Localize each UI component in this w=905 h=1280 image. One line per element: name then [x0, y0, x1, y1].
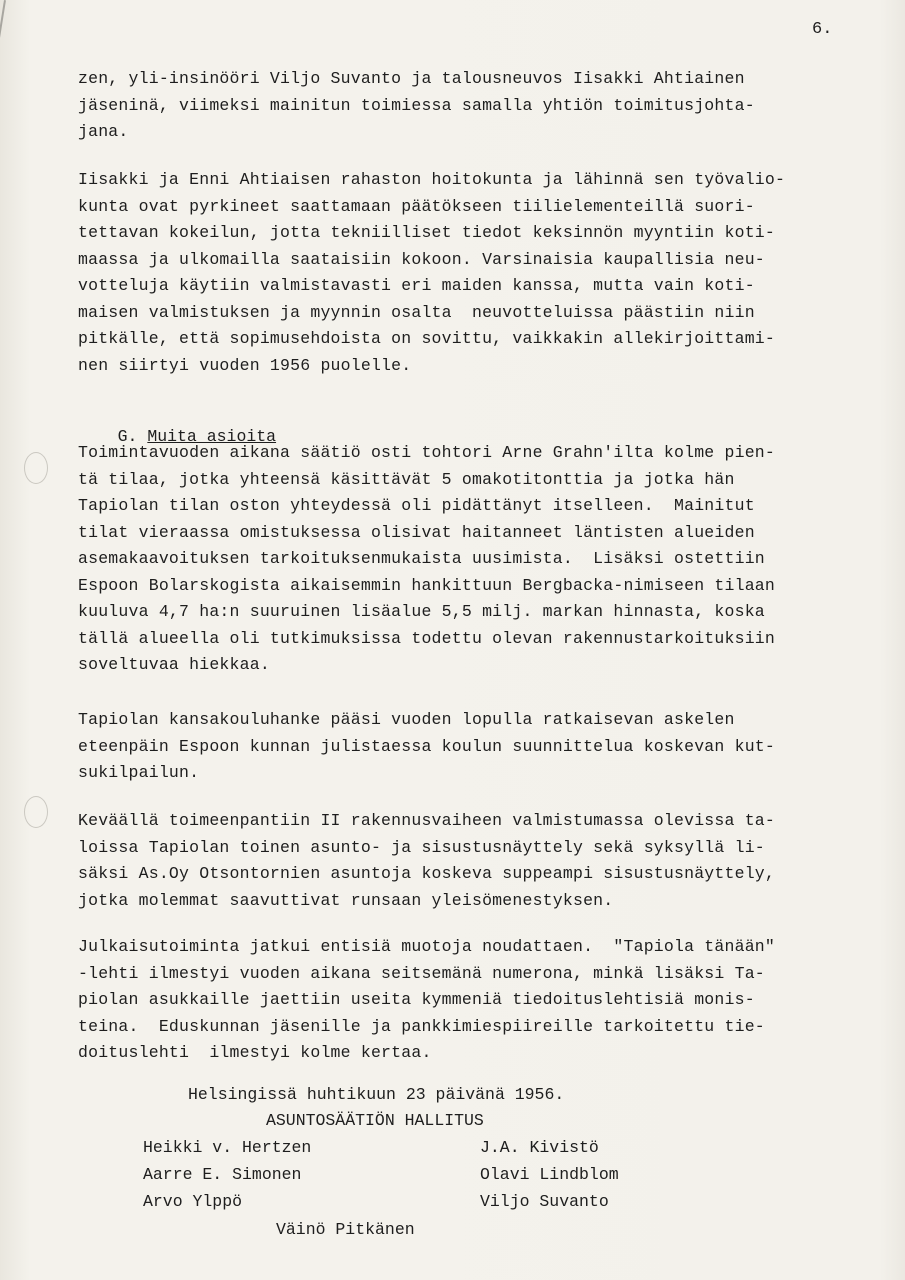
paragraph-fund-committee: Iisakki ja Enni Ahtiaisen rahaston hoitokunta ja lähinnä sen työvalio- kunta ovat pyrkineet saattamaan päätökseen tiilielementeillä suori- tettavan kokeilun, jotta tekniilliset tiedot keksinnön myyntiin koti- maassa ja ulkomailla saataisiin kokoon. Varsinaisia kaupallisia neu- votteluja käytiin valmistavasti eri maiden kanssa, mutta vain koti- maisen valmistuksen ja myynnin osalta neuvotteluissa päästiin niin pitkälle, että sopimusehdoista on sovittu, vaikkakin allekirjoittami- nen siirtyi vuoden 1956 puolelle.: [78, 170, 786, 375]
section-letter: G.: [117, 427, 138, 446]
signatory-name: Arvo Ylppö: [143, 1192, 243, 1211]
punch-hole-mark: [24, 452, 48, 484]
signatory-name: Heikki v. Hertzen: [143, 1138, 312, 1157]
paragraph-school-project: Tapiolan kansakouluhanke pääsi vuoden lopulla ratkaisevan askelen eteenpäin Espoon kunnan julistaessa koulun suunnittelua koskevan kut- sukilpailun.: [78, 710, 776, 782]
paragraph-exhibitions: Keväällä toimeenpantiin II rakennusvaiheen valmistumassa olevissa ta- loissa Tapiolan toinen asunto- ja sisustusnäyttely sekä syksyllä li- säksi As.Oy Otsontornien asuntoja koskeva suppeampi sisustusnäyttely, jotka molemmat saavuttivat runsaan yleisömenestyksen.: [78, 811, 776, 910]
signatory-name: Olavi Lindblom: [480, 1165, 619, 1184]
signatory-name: Viljo Suvanto: [480, 1192, 609, 1211]
page-number: 6.: [812, 20, 833, 39]
signatory-name: J.A. Kivistö: [480, 1138, 599, 1157]
paragraph-land-purchases: Toimintavuoden aikana säätiö osti tohtori Arne Grahn'ilta kolme pien- tä tilaa, jotka yhteensä käsittävät 5 omakotitonttia ja jotka hän Tapiolan tilan oston yhteydessä oli pidättänyt itselleen. Mainitut tilat vieraassa omistuksessa olisivat haitanneet läntisten alueiden asemakaavoituksen tarkoituksenmukaista uusimista. Lisäksi ostettiin Espoon Bolarskogista aikaisemmin hankittuun Bergbacka-nimiseen tilaan kuuluva 4,7 ha:n suuruinen lisäalue 5,5 milj. markan hinnasta, koska tällä alueella oli tutkimuksissa todettu olevan rakennustarkoituksiin soveltuvaa hiekkaa.: [78, 443, 776, 674]
signature-board: ASUNTOSÄÄTIÖN HALLITUS: [266, 1111, 484, 1130]
page-edge-line: [0, 0, 6, 94]
section-title: Muita asioita: [147, 427, 277, 446]
paragraph-board-members: zen, yli-insinööri Viljo Suvanto ja talousneuvos Iisakki Ahtiainen jäseninä, viimeksi mainitun toimiessa samalla yhtiön toimitusjohta- jana.: [78, 69, 755, 141]
signatory-name: Aarre E. Simonen: [143, 1165, 302, 1184]
signature-place-date: Helsingissä huhtikuun 23 päivänä 1956.: [188, 1085, 565, 1104]
punch-hole-mark: [24, 796, 48, 828]
signatory-name: Väinö Pitkänen: [276, 1220, 415, 1239]
paragraph-publications: Julkaisutoiminta jatkui entisiä muotoja noudattaen. "Tapiola tänään" -lehti ilmestyi vuoden aikana seitsemänä numerona, minkä lisäksi Ta- piolan asukkaille jaettiin useita kymmeniä tiedoituslehtisiä monis- teina. Eduskunnan jäsenille ja pankkimiespiireille tarkoitettu tie- doituslehti ilmestyi kolme kertaa.: [78, 937, 776, 1062]
